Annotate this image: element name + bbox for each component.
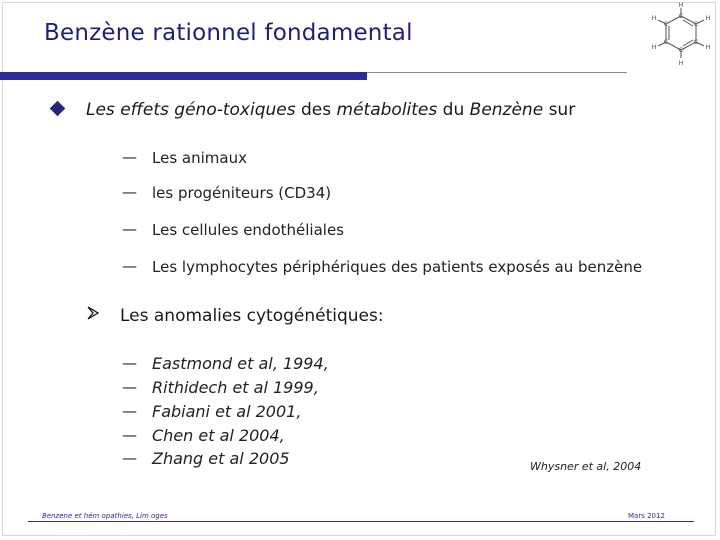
benzene-atom: C [663, 39, 669, 46]
benzene-atom: H [678, 2, 684, 9]
target-item: Les lymphocytes périphériques des patients exposés au benzène [152, 258, 643, 276]
benzene-atom: C [678, 47, 684, 54]
diamond-bullet-icon [50, 101, 66, 117]
main-point-des: des [301, 100, 332, 120]
dash-bullet-icon: — [122, 183, 137, 201]
target-item: Les animaux [152, 149, 247, 167]
reference-item: Fabiani et al 2001, [152, 402, 302, 421]
reference-item: Eastmond et al, 1994, [152, 354, 329, 373]
main-point-sur: sur [548, 100, 576, 120]
slide-title: Benzène rationnel fondamental [44, 20, 413, 46]
main-point-effects: Les effets géno-toxiques [86, 100, 296, 120]
arrowhead-bullet-icon [86, 306, 100, 320]
target-item: les progéniteurs (CD34) [152, 184, 332, 202]
reference-item: Chen et al 2004, [152, 426, 285, 445]
dash-bullet-icon: — [122, 402, 137, 420]
main-point-du: du [442, 100, 465, 120]
main-point-metabolites: métabolites [336, 100, 438, 120]
footer-date: Mars 2012 [628, 512, 665, 520]
benzene-atom: H [651, 44, 657, 51]
dash-bullet-icon: — [122, 148, 137, 166]
main-point-benzene: Benzène [469, 100, 544, 120]
benzene-atom: H [678, 60, 684, 67]
title-rule-line [367, 72, 627, 73]
benzene-atom: H [651, 15, 657, 22]
dash-bullet-icon: — [122, 257, 137, 275]
benzene-atom: C [663, 21, 669, 28]
dash-bullet-icon: — [122, 449, 137, 467]
dash-bullet-icon: — [122, 426, 137, 444]
footer-left-text: Benzene et hém opathies, Lim oges [42, 512, 168, 520]
dash-bullet-icon: — [122, 354, 137, 372]
title-rule-accent [0, 72, 367, 80]
reference-item: Rithidech et al 1999, [152, 378, 319, 397]
target-item: Les cellules endothéliales [152, 221, 344, 239]
reference-item: Zhang et al 2005 [152, 449, 290, 468]
dash-bullet-icon: — [122, 220, 137, 238]
benzene-atom: C [678, 13, 684, 20]
benzene-atom: C [693, 39, 699, 46]
benzene-atom: H [705, 15, 711, 22]
anomalies-heading: Les anomalies cytogénétiques: [120, 306, 384, 326]
benzene-atom: C [693, 21, 699, 28]
main-point [86, 100, 575, 120]
source-citation: Whysner et al, 2004 [530, 460, 642, 473]
dash-bullet-icon: — [122, 378, 137, 396]
benzene-structure-icon [646, 2, 716, 68]
footer-rule [28, 521, 694, 522]
benzene-atom: H [705, 44, 711, 51]
